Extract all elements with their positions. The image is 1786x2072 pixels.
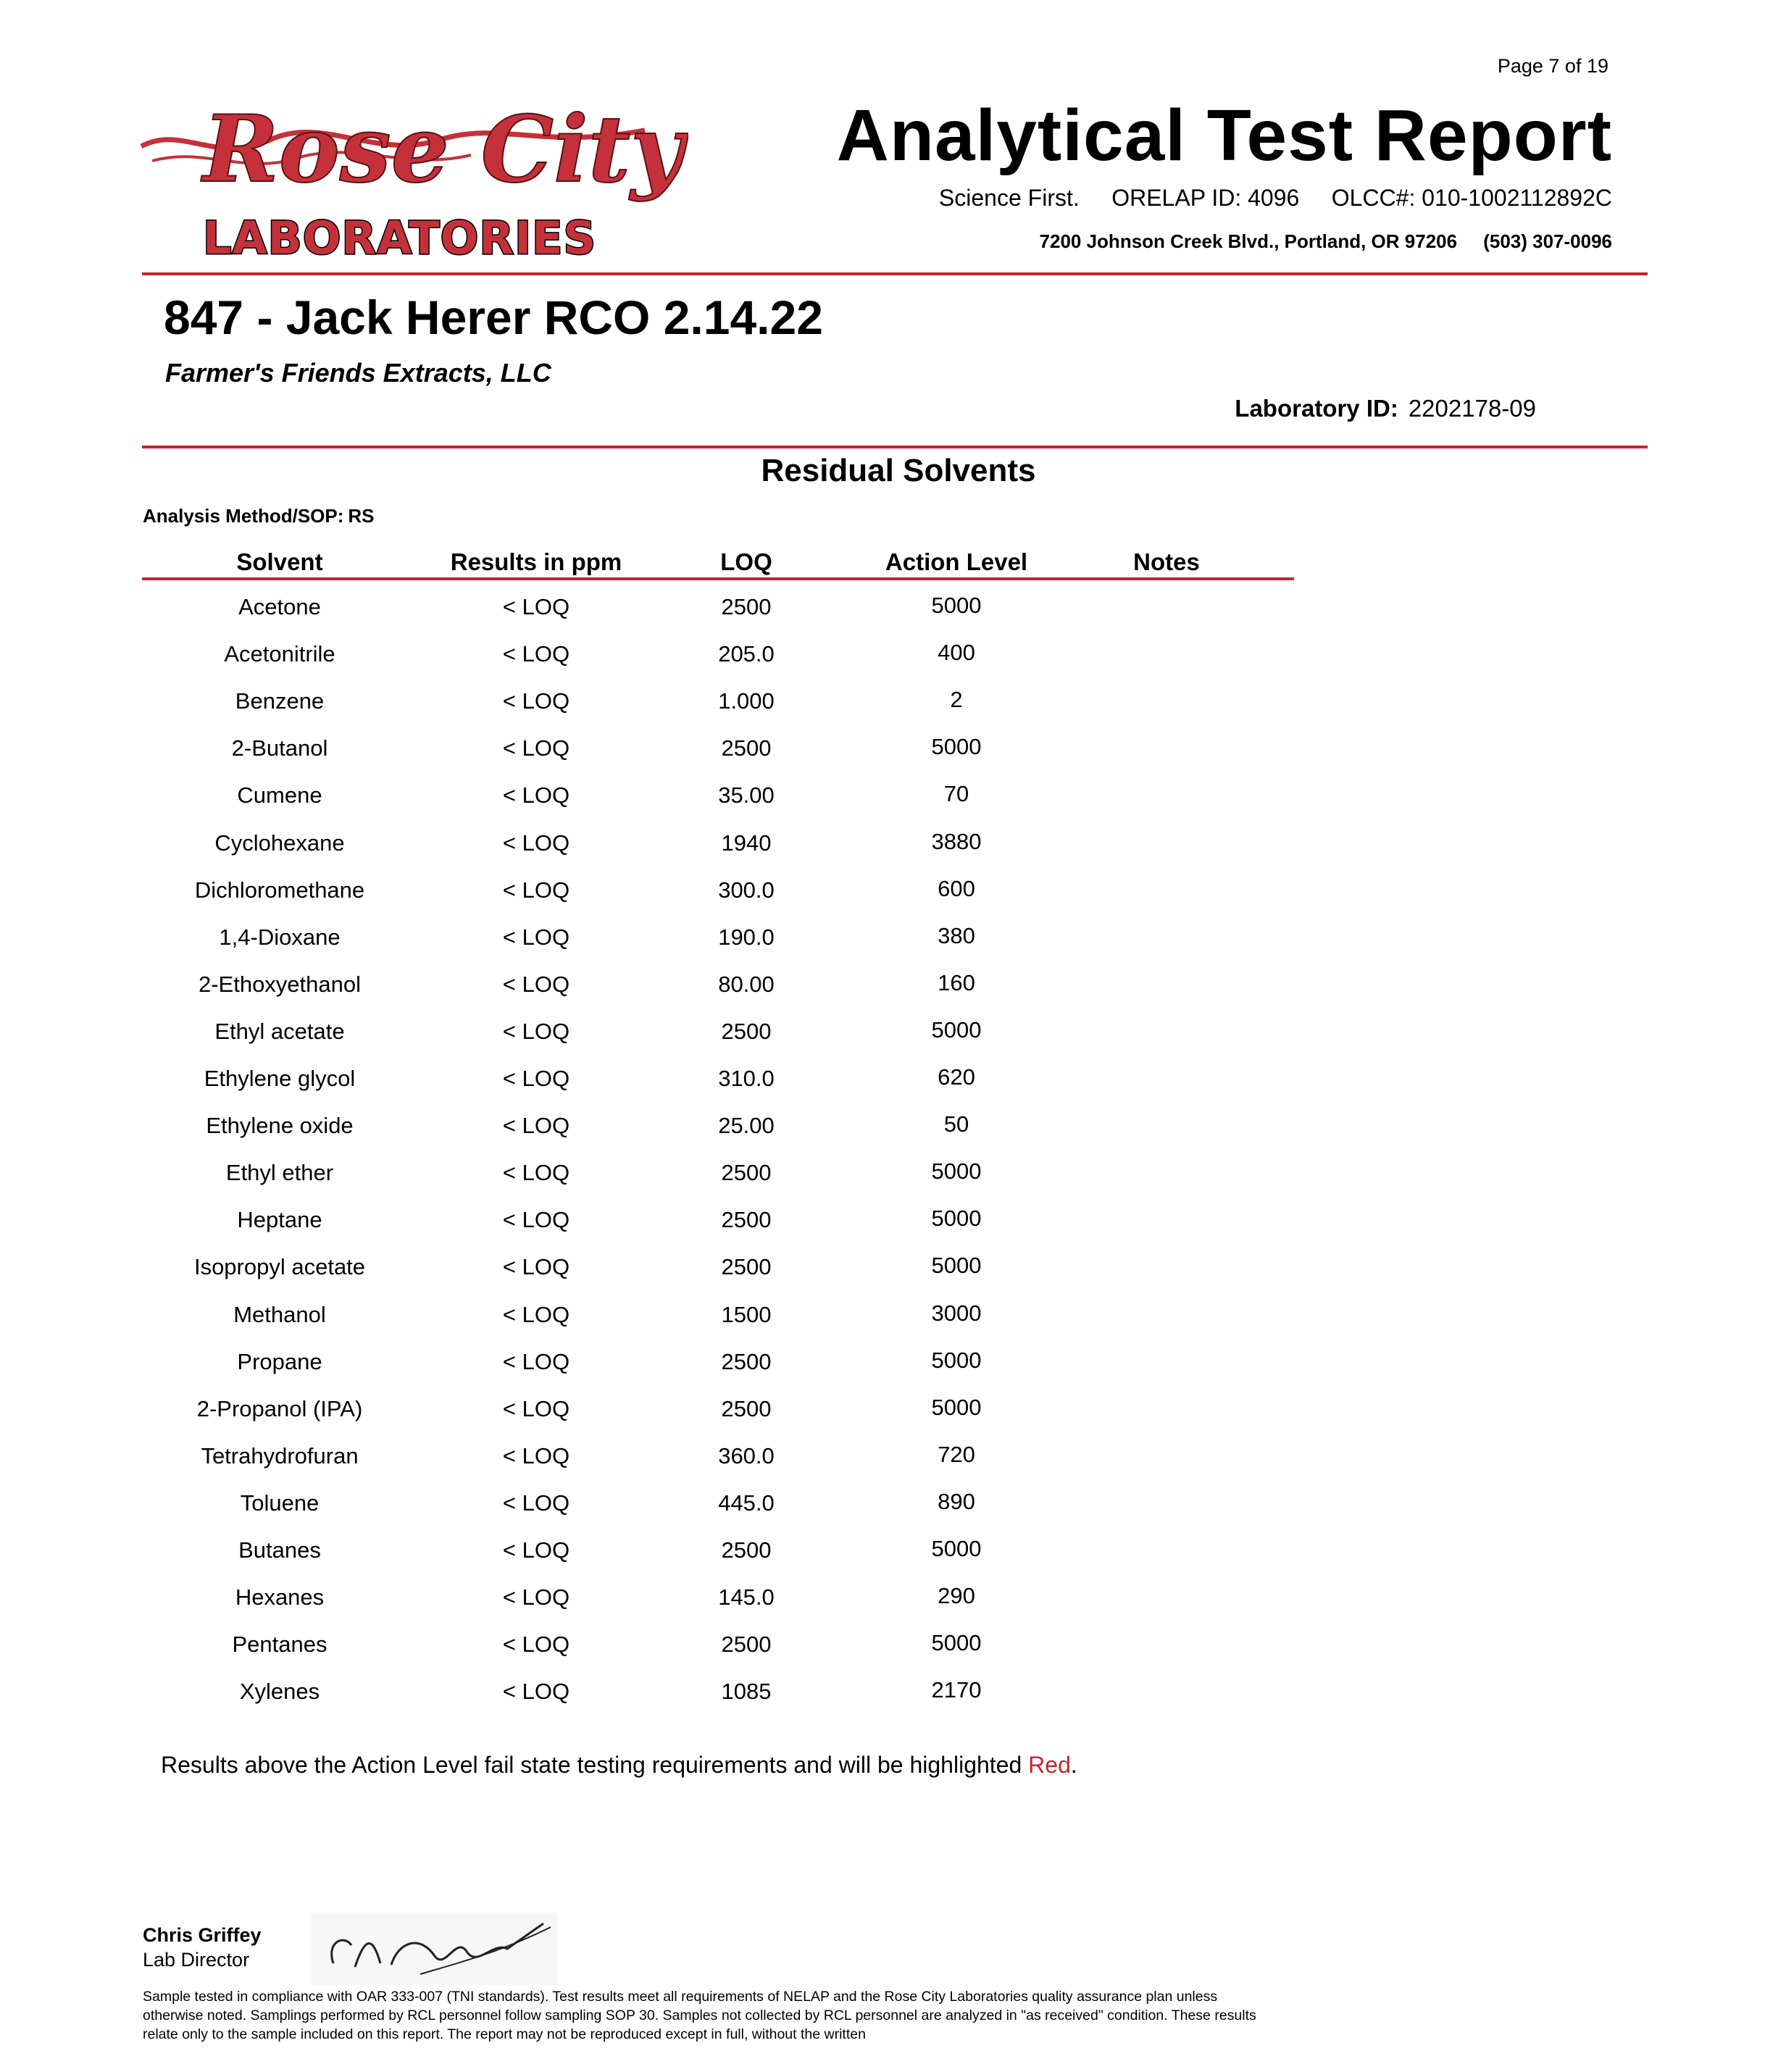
loq-cell: 300.0: [718, 877, 775, 903]
notes-cell: [1051, 1630, 1282, 1659]
loq-cell: 1.000: [718, 688, 775, 714]
section-title: Residual Solvents: [761, 453, 1036, 488]
result-cell: < LOQ: [502, 1679, 570, 1705]
notes-cell: [1051, 829, 1282, 858]
action-level-cell: 3880: [931, 828, 982, 854]
solvent-cell: 2-Propanol (IPA): [196, 1395, 363, 1421]
loq-cell: 2500: [721, 1160, 772, 1186]
result-cell: < LOQ: [502, 688, 570, 714]
notes-cell: [1051, 593, 1282, 622]
result-cell: < LOQ: [502, 1160, 570, 1186]
notes-cell: [1051, 734, 1282, 763]
result-cell: < LOQ: [502, 782, 570, 809]
notes-cell: [1051, 1300, 1282, 1329]
solvent-cell: Toluene: [240, 1490, 320, 1516]
solvent-cell: Pentanes: [232, 1632, 327, 1658]
solvent-cell: Hexanes: [235, 1584, 325, 1611]
action-level-cell: 70: [943, 781, 969, 807]
loq-cell: 2500: [721, 1254, 772, 1280]
loq-cell: 2500: [721, 1537, 772, 1563]
solvent-cell: Heptane: [237, 1207, 322, 1233]
action-level-note-end: .: [1070, 1752, 1077, 1778]
solvent-cell: 2-Butanol: [231, 735, 328, 761]
notes-cell: [1051, 1489, 1282, 1518]
action-level-cell: 5000: [931, 1016, 982, 1043]
loq-cell: 1085: [721, 1679, 772, 1705]
solvent-cell: Ethyl ether: [225, 1160, 334, 1186]
loq-cell: 1940: [721, 830, 772, 856]
result-cell: < LOQ: [502, 1584, 570, 1611]
solvent-cell: Ethyl acetate: [214, 1018, 345, 1044]
action-level-cell: 600: [938, 875, 975, 901]
result-cell: < LOQ: [502, 594, 570, 619]
result-cell: < LOQ: [502, 877, 570, 903]
solvent-cell: Ethylene glycol: [204, 1066, 356, 1091]
notes-cell: [1051, 1395, 1282, 1424]
loq-cell: 80.00: [718, 971, 775, 997]
analysis-method-label: Analysis Method/SOP:: [143, 505, 344, 527]
loq-cell: 2500: [721, 1348, 772, 1374]
loq-cell: 2500: [721, 1018, 772, 1044]
column-header-action-level: Action Level: [885, 548, 1028, 575]
solvent-cell: Isopropyl acetate: [193, 1254, 366, 1280]
result-cell: < LOQ: [502, 1348, 570, 1374]
action-level-note-text: Results above the Action Level fail state testing requirements and will be highlighted: [161, 1752, 1029, 1778]
notes-cell: [1051, 1348, 1282, 1377]
action-level-cell: 5000: [931, 1630, 982, 1656]
table-header-divider: [142, 577, 1294, 580]
header-divider: [142, 272, 1648, 275]
action-level-cell: 620: [938, 1064, 975, 1090]
signature-image: [312, 1913, 558, 1985]
action-level-cell: 50: [943, 1111, 969, 1137]
result-cell: < LOQ: [502, 830, 570, 856]
solvent-cell: Propane: [237, 1348, 322, 1374]
loq-cell: 190.0: [718, 924, 775, 950]
result-cell: < LOQ: [502, 1537, 570, 1563]
action-level-cell: 5000: [931, 734, 982, 760]
loq-cell: 205.0: [718, 641, 775, 667]
report-title: Analytical Test Report: [836, 95, 1612, 176]
solvent-cell: Tetrahydrofuran: [201, 1442, 359, 1469]
column-header-loq: LOQ: [720, 548, 772, 575]
notes-cell: [1051, 1158, 1282, 1187]
column-header-results: Results in ppm: [450, 548, 622, 575]
action-level-cell: 5000: [931, 1536, 982, 1561]
client-name: Farmer's Friends Extracts, LLC: [165, 358, 551, 388]
loq-cell: 2500: [721, 1207, 772, 1233]
notes-cell: [1051, 1064, 1282, 1093]
laboratory-id: [1087, 395, 1536, 422]
result-cell: < LOQ: [502, 1066, 570, 1091]
loq-cell: 360.0: [718, 1442, 775, 1469]
result-cell: < LOQ: [502, 1018, 570, 1044]
result-cell: < LOQ: [502, 1254, 570, 1280]
sample-name: 847 - Jack Herer RCO 2.14.22: [164, 291, 823, 344]
result-cell: < LOQ: [502, 924, 570, 950]
loq-cell: 310.0: [718, 1066, 775, 1091]
notes-cell: [1051, 1206, 1282, 1235]
logo-rose-city-text: Rose City: [203, 96, 684, 203]
sample-divider: [142, 446, 1648, 448]
rose-city-laboratories-logo: [138, 80, 688, 268]
action-level-cell: 3000: [931, 1300, 982, 1326]
action-level-cell: 5000: [931, 593, 982, 618]
loq-cell: 145.0: [718, 1584, 775, 1611]
action-level-note: [161, 1752, 1077, 1779]
result-cell: < LOQ: [502, 1442, 570, 1469]
notes-cell: [1051, 1677, 1282, 1706]
result-cell: < LOQ: [502, 1632, 570, 1658]
compliance-disclaimer: Sample tested in compliance with OAR 333-007 (TNI standards). Test results meet all requirements of NELAP and the Rose City Laboratories quality assurance plan unless otherwise noted. Samplings performed by RCL personnel follow sampling SOP 30. Samples not collected by RCL personnel are analyzed in "as received" condition. These results relate only to the sample included on this report. The report may not be reproduced except in full, without the written: [143, 1989, 1256, 2042]
solvent-cell: Butanes: [238, 1537, 321, 1563]
solvent-cell: Acetone: [238, 594, 321, 619]
result-cell: < LOQ: [502, 735, 570, 761]
action-level-cell: 2170: [931, 1677, 982, 1703]
notes-cell: [1051, 687, 1282, 716]
action-level-cell: 380: [938, 922, 975, 948]
column-header-solvent: Solvent: [236, 548, 323, 575]
notes-cell: [1051, 876, 1282, 905]
action-level-note-red: Red: [1028, 1752, 1071, 1778]
result-cell: < LOQ: [502, 971, 570, 997]
solvent-cell: 1,4-Dioxane: [219, 924, 341, 950]
action-level-cell: 2: [950, 687, 963, 713]
result-cell: < LOQ: [502, 1490, 570, 1516]
result-cell: < LOQ: [502, 1301, 570, 1327]
loq-cell: 445.0: [718, 1490, 775, 1516]
laboratory-id-label: Laboratory ID:: [1235, 395, 1398, 422]
laboratory-id-value: 2202178-09: [1408, 395, 1536, 422]
action-level-cell: 5000: [931, 1206, 982, 1232]
solvent-cell: Methanol: [233, 1301, 326, 1327]
notes-cell: [1051, 1253, 1282, 1282]
loq-cell: 2500: [721, 1632, 772, 1658]
action-level-cell: 5000: [931, 1253, 982, 1279]
loq-cell: 2500: [721, 1395, 772, 1421]
notes-cell: [1051, 781, 1282, 810]
notes-cell: [1051, 1111, 1282, 1140]
notes-cell: [1051, 1017, 1282, 1046]
action-level-cell: 290: [938, 1583, 975, 1609]
solvent-cell: Cumene: [237, 782, 322, 809]
notes-cell: [1051, 923, 1282, 952]
action-level-cell: 400: [938, 640, 975, 666]
result-cell: < LOQ: [502, 1207, 570, 1233]
logo-laboratories-text: LABORATORIES: [203, 212, 597, 264]
lab-address: 7200 Johnson Creek Blvd., Portland, OR 97206 (503) 307-0096: [1039, 230, 1612, 252]
analysis-method-value: RS: [348, 505, 375, 527]
action-level-cell: 890: [938, 1488, 975, 1514]
result-cell: < LOQ: [502, 641, 570, 667]
loq-cell: 35.00: [718, 782, 775, 809]
result-cell: < LOQ: [502, 1395, 570, 1421]
loq-cell: 2500: [721, 735, 772, 761]
solvent-cell: 2-Ethoxyethanol: [198, 971, 362, 997]
solvent-cell: Dichloromethane: [194, 877, 365, 903]
result-cell: < LOQ: [502, 1113, 570, 1139]
solvent-cell: Acetonitrile: [224, 641, 335, 667]
page-number: Page 7 of 19: [1497, 55, 1608, 77]
action-level-cell: 5000: [931, 1394, 982, 1420]
accreditation-line: Science First. ORELAP ID: 4096 OLCC#: 010-1002112892C: [938, 185, 1612, 211]
solvent-cell: Benzene: [235, 688, 325, 714]
solvent-cell: Ethylene oxide: [206, 1113, 354, 1139]
loq-cell: 2500: [721, 594, 772, 619]
action-level-cell: 5000: [931, 1347, 982, 1373]
action-level-cell: 160: [938, 969, 975, 995]
column-header-notes: Notes: [1133, 548, 1200, 575]
action-level-cell: 5000: [931, 1158, 982, 1185]
notes-cell: [1051, 1536, 1282, 1565]
solvent-cell: Cyclohexane: [214, 830, 345, 856]
notes-cell: [1051, 640, 1282, 669]
notes-cell: [1051, 1583, 1282, 1612]
loq-cell: 1500: [721, 1301, 772, 1327]
signer-title: Lab Director: [143, 1949, 250, 1971]
solvent-cell: Xylenes: [239, 1679, 320, 1705]
analysis-method: [143, 505, 375, 527]
notes-cell: [1051, 1442, 1282, 1471]
loq-cell: 25.00: [718, 1113, 775, 1139]
action-level-cell: 720: [938, 1441, 975, 1467]
signer-name: Chris Griffey: [143, 1924, 262, 1946]
notes-cell: [1051, 970, 1282, 999]
